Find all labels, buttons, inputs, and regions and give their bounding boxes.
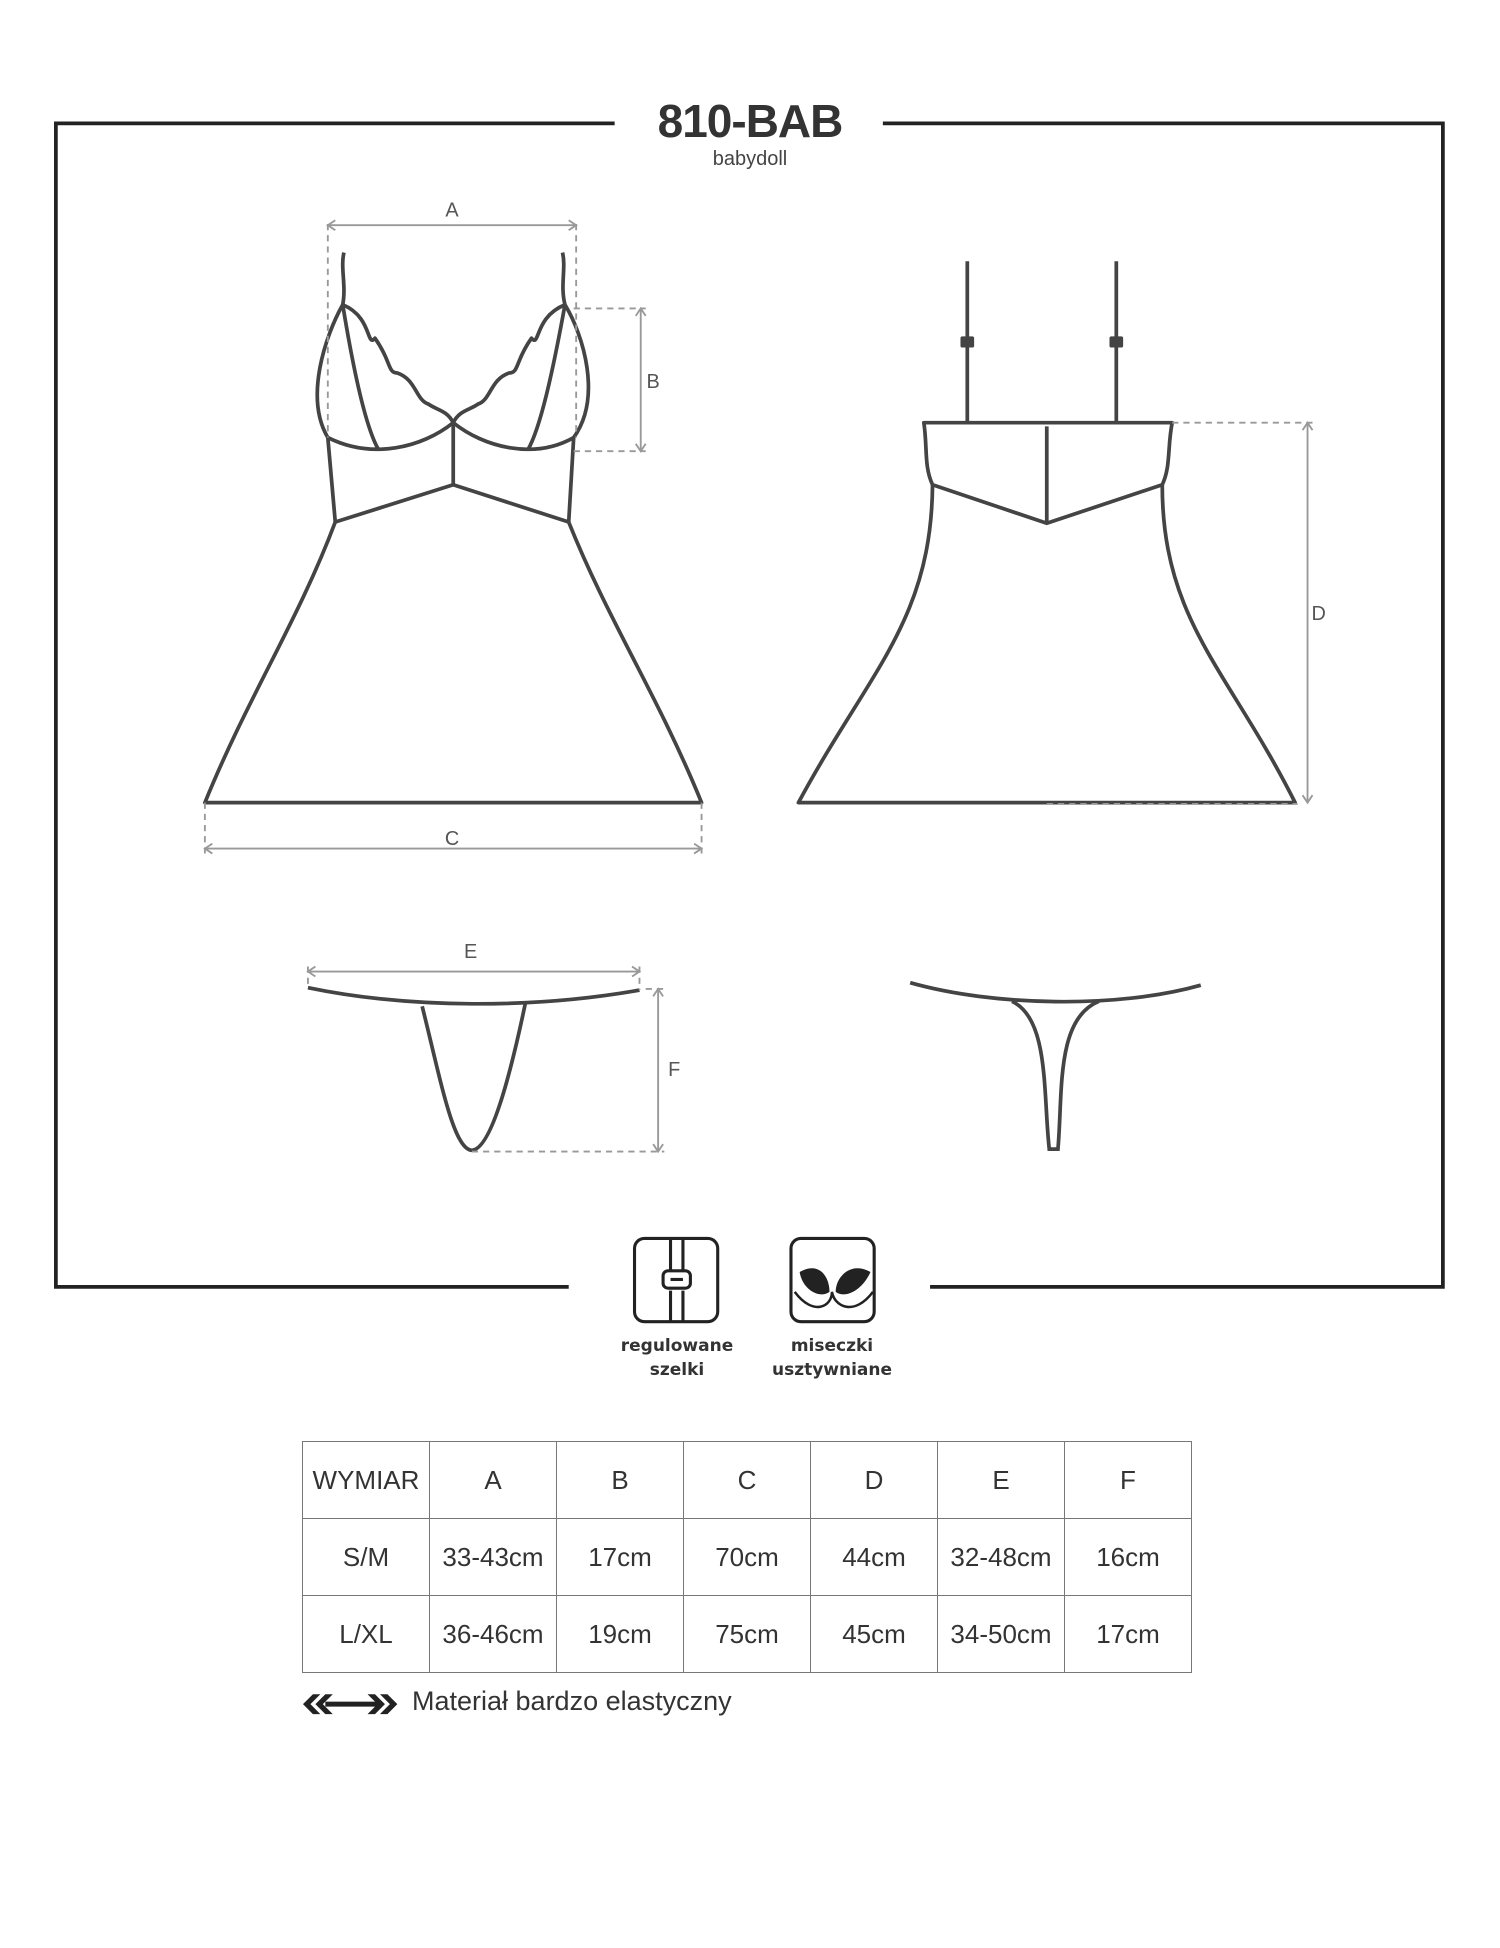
value-cell: 34-50cm <box>938 1596 1065 1673</box>
value-cell: 17cm <box>557 1519 684 1596</box>
value-cell: 19cm <box>557 1596 684 1673</box>
header-cell: F <box>1065 1442 1192 1519</box>
label-e: E <box>463 940 478 963</box>
adjustable-straps-icon <box>635 1238 718 1321</box>
dimension-arrows <box>205 220 1313 1151</box>
feature-label: szelki <box>649 1360 705 1380</box>
table-row <box>303 1596 1192 1673</box>
size-table <box>302 1441 1192 1673</box>
header-cell: E <box>938 1442 1065 1519</box>
padded-cups-icon <box>791 1238 874 1321</box>
dimension-guides <box>205 224 1314 1152</box>
header-cell: WYMIAR <box>303 1442 430 1519</box>
label-f: F <box>668 1058 681 1081</box>
value-cell: 16cm <box>1065 1519 1192 1596</box>
header-cell: C <box>684 1442 811 1519</box>
label-b: B <box>646 370 660 393</box>
value-cell: 33-43cm <box>430 1519 557 1596</box>
elastic-material-note: Materiał bardzo elastyczny <box>412 1686 732 1716</box>
product-type: babydoll <box>712 148 788 170</box>
header-cell: D <box>811 1442 938 1519</box>
header-cell: A <box>430 1442 557 1519</box>
value-cell: 44cm <box>811 1519 938 1596</box>
value-cell: 45cm <box>811 1596 938 1673</box>
value-cell: 32-48cm <box>938 1519 1065 1596</box>
value-cell: 36-46cm <box>430 1596 557 1673</box>
size-cell: L/XL <box>303 1596 430 1673</box>
frame <box>56 123 1443 1286</box>
feature-label: miseczki <box>790 1336 874 1356</box>
feature-padded-cups <box>747 1334 917 1382</box>
table-row <box>303 1519 1192 1596</box>
thong-front-drawing <box>308 988 640 1151</box>
babydoll-front-drawing <box>205 253 702 803</box>
size-cell: S/M <box>303 1519 430 1596</box>
header-cell: B <box>557 1442 684 1519</box>
value-cell: 75cm <box>684 1596 811 1673</box>
feature-label: regulowane <box>620 1336 734 1356</box>
label-d: D <box>1311 603 1326 626</box>
thong-back-drawing <box>910 983 1201 1149</box>
value-cell: 17cm <box>1065 1596 1192 1673</box>
table-header-row <box>303 1442 1192 1519</box>
stretch-arrows-icon <box>303 1694 397 1714</box>
label-a: A <box>445 199 459 222</box>
feature-adjustable-straps <box>592 1334 762 1382</box>
babydoll-back-drawing <box>798 261 1295 802</box>
value-cell: 70cm <box>684 1519 811 1596</box>
label-c: C <box>444 827 460 850</box>
feature-label: usztywniane <box>771 1360 893 1380</box>
product-code: 810-BAB <box>657 95 843 147</box>
